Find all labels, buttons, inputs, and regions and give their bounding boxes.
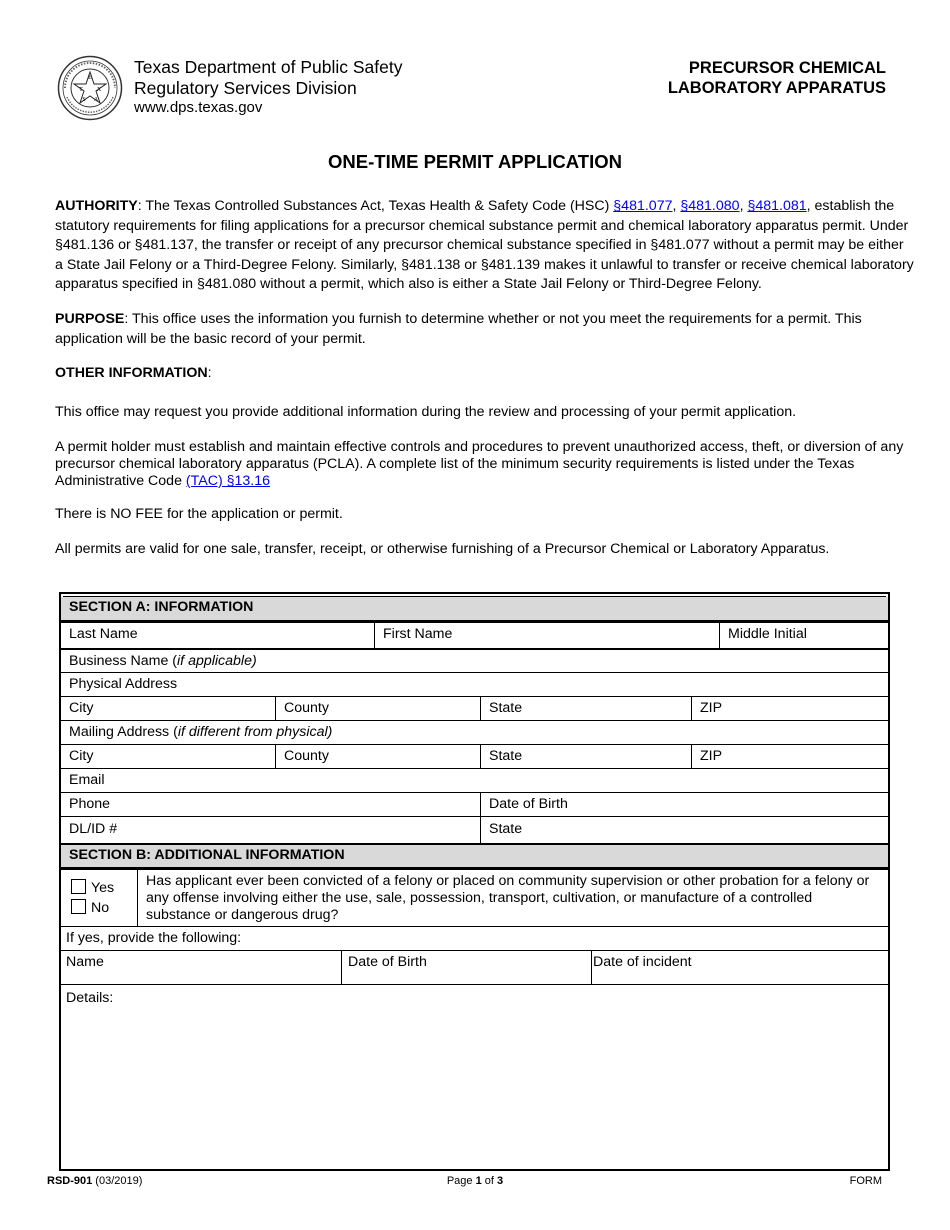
if-yes-label: If yes, provide the following: [66, 930, 242, 946]
page-prefix: Page [446, 1175, 476, 1187]
link-tac-13-16[interactable]: (TAC) §13.16 [185, 473, 271, 489]
form-type-line1: PRECURSOR CHEMICAL [688, 59, 886, 77]
dps-seal-logo [57, 55, 123, 121]
zip-label: ZIP [700, 748, 723, 764]
incident-date-field[interactable] [591, 951, 888, 984]
link-481-077[interactable]: §481.077 [613, 198, 673, 214]
conviction-question: Has applicant ever been convicted of a felony or placed on community supervision or other probation for a felony or any offense involving either the use, sale, possession, transport, cultivation, or manufacture of a controlled substance or dangerous drug? [137, 870, 888, 926]
mailing-address-label: Mailing Address ( [69, 724, 178, 740]
physical-city-row [61, 697, 888, 721]
seal-letter: S [82, 97, 86, 103]
city-label: City [69, 748, 94, 764]
phone-label: Phone [69, 796, 111, 812]
agency-name: Texas Department of Public Safety [134, 57, 403, 77]
seal-letter: T [79, 87, 83, 93]
details-field[interactable] [61, 985, 888, 1169]
purpose-text: : This office uses the information you furnish to determine whether or not you meet the requirements for a permit. This application will be the basic record of your permit. [55, 311, 862, 347]
business-name-note: if applicable) [177, 653, 257, 669]
physical-zip-field[interactable] [691, 697, 888, 720]
page-title: ONE-TIME PERMIT APPLICATION [328, 151, 622, 172]
authority-text: : The Texas Controlled Substances Act, Texas Health & Safety Code (HSC) [137, 198, 614, 214]
tac-text: A permit holder must establish and maintain effective controls and procedures to prevent unauthorized access, theft, or diversion of any precursor chemical laboratory apparatus (PCLA). A complete list of the minimum security requirements is listed under the Texas Administrative Code [55, 439, 904, 489]
physical-address-field[interactable] [61, 673, 888, 697]
first-name-field[interactable] [374, 623, 719, 648]
application-form [59, 592, 890, 1171]
form-type-heading [668, 58, 886, 98]
page-current: 1 [475, 1175, 482, 1187]
email-label: Email [69, 772, 105, 788]
state-label: State [489, 700, 523, 716]
yes-option[interactable] [71, 878, 137, 898]
incident-row [61, 951, 888, 985]
colon: : [207, 365, 212, 381]
physical-address-label: Physical Address [69, 676, 178, 692]
section-b-heading: SECTION B: ADDITIONAL INFORMATION [61, 843, 888, 870]
incident-name-label: Name [66, 954, 104, 970]
physical-county-field[interactable] [275, 697, 480, 720]
yes-label: Yes [91, 880, 115, 896]
dl-state-field[interactable] [480, 817, 888, 843]
phone-row [61, 793, 888, 817]
link-481-081[interactable]: §481.081 [747, 198, 807, 214]
other-info-label: OTHER INFORMATION [55, 365, 208, 381]
dl-id-field[interactable] [61, 817, 480, 843]
mailing-address-cell [61, 721, 888, 744]
mailing-address-note: if different from physical) [177, 724, 333, 740]
form-type-line2: LABORATORY APPARATUS [667, 79, 886, 97]
mailing-zip-field[interactable] [691, 745, 888, 768]
form-number-code: RSD-901 [47, 1175, 93, 1187]
city-label: City [69, 700, 94, 716]
mailing-county-field[interactable] [275, 745, 480, 768]
last-name-field[interactable] [61, 623, 374, 648]
details-label: Details: [66, 990, 114, 1006]
county-label: County [284, 748, 329, 764]
county-label: County [284, 700, 329, 716]
state-label: State [489, 748, 523, 764]
dob-label: Date of Birth [489, 796, 568, 812]
authority-paragraph [55, 197, 915, 295]
if-yes-row [61, 927, 888, 951]
incident-dob-field[interactable] [341, 951, 591, 984]
other-info-para2 [55, 439, 915, 490]
division-name: Regulatory Services Division [134, 77, 357, 98]
first-name-label: First Name [383, 626, 453, 642]
other-info-para3: There is NO FEE for the application or permit. [55, 506, 343, 522]
dl-id-label: DL/ID # [69, 821, 118, 837]
last-name-label: Last Name [69, 626, 138, 642]
separator: , [672, 198, 681, 214]
other-info-heading [55, 364, 915, 384]
website: www.dps.texas.gov [134, 99, 263, 116]
mailing-city-field[interactable] [61, 745, 275, 768]
seal-letter: E [88, 75, 92, 81]
other-info-para1: This office may request you provide additional information during the review and processing of your permit application. [55, 404, 797, 420]
dl-state-label: State [489, 821, 523, 837]
incident-dob-label: Date of Birth [348, 954, 427, 970]
middle-initial-field[interactable] [719, 623, 888, 648]
physical-state-field[interactable] [480, 697, 691, 720]
authority-text-cont: , establish the statutory requirements for filing applications for a precursor chemical substance permit and chemical laboratory apparatus permit. Under §481.136 or §481.137, the transfer or receipt of any precursor chemical substance specified in §481.077 without a permit may be either a State Jail Felony or a Third-Degree Felony. Similarly, §481.138 or §481.139 makes it unlawful to transfer or receive chemical laboratory apparatus specified in §481.080 without a permit, which also is either a State Jail Felony or Third-Degree Felony. [55, 198, 914, 292]
mailing-state-field[interactable] [480, 745, 691, 768]
purpose-paragraph [55, 310, 915, 349]
page-total: 3 [497, 1175, 504, 1187]
seal-letter: A [93, 97, 99, 103]
phone-field[interactable] [61, 793, 480, 816]
zip-label: ZIP [700, 700, 723, 716]
section-a-heading: SECTION A: INFORMATION [61, 597, 888, 623]
conviction-question-row [61, 870, 888, 927]
mailing-city-row [61, 745, 888, 769]
yes-no-choices [61, 870, 137, 926]
no-label: No [91, 900, 110, 916]
form-label: FORM [849, 1175, 882, 1187]
email-field[interactable] [61, 769, 888, 793]
seal-letter: X [96, 87, 102, 93]
separator: , [739, 198, 748, 214]
mailing-address-field[interactable] [61, 721, 888, 745]
dob-field[interactable] [480, 793, 888, 816]
form-date: (03/2019) [92, 1175, 143, 1187]
incident-date-label: Date of incident [593, 954, 692, 970]
authority-label: AUTHORITY [55, 198, 138, 214]
purpose-label: PURPOSE [55, 311, 125, 327]
no-option[interactable] [71, 898, 137, 918]
physical-city-field[interactable] [61, 697, 275, 720]
other-info-para4: All permits are valid for one sale, transfer, receipt, or otherwise furnishing of a Precursor Chemical or Laboratory Apparatus. [55, 541, 830, 557]
business-name-cell [61, 650, 888, 672]
middle-initial-label: Middle Initial [728, 626, 807, 642]
agency-block [134, 57, 402, 118]
link-481-080[interactable]: §481.080 [680, 198, 740, 214]
business-name-field[interactable] [61, 649, 888, 673]
name-row [61, 623, 888, 649]
page-indicator [0, 1175, 950, 1187]
no-checkbox[interactable] [71, 899, 86, 914]
dl-row [61, 817, 888, 843]
yes-checkbox[interactable] [71, 879, 86, 894]
business-name-label: Business Name ( [69, 653, 178, 669]
incident-name-field[interactable] [61, 951, 341, 984]
page-of: of [481, 1175, 498, 1187]
